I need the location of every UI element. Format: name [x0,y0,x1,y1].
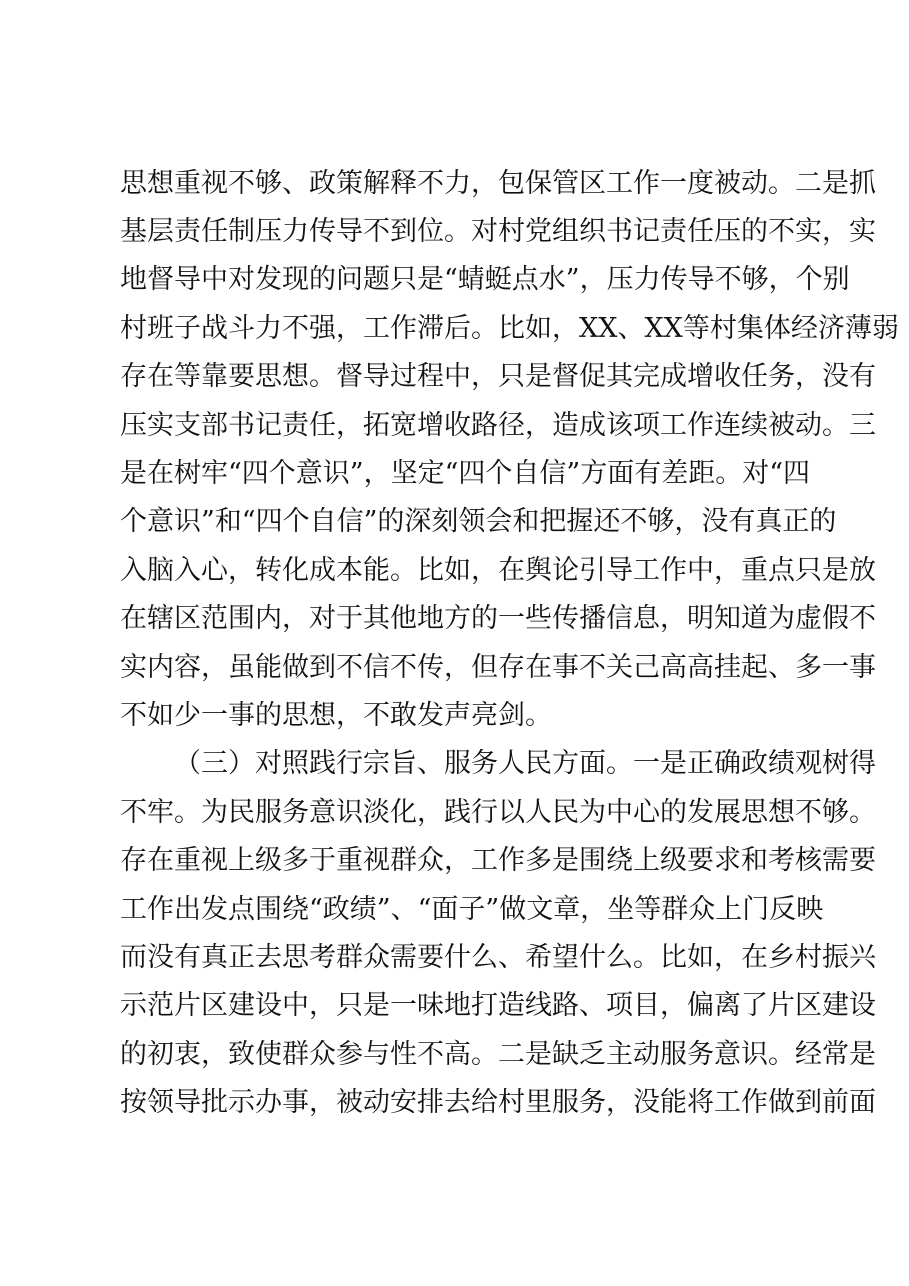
paragraph-line: 在辖区范围内，对于其他地方的一些传播信息，明知道为虚假不 [120,603,876,634]
paragraph-line: 基层责任制压力传导不到位。对村党组织书记责任压的不实，实 [120,216,876,247]
paragraph-line: 思想重视不够、政策解释不力，包保管区工作一度被动。二是抓 [120,168,876,199]
paragraph-line: 的初衷，致使群众参与性不高。二是缺乏主动服务意识。经常是 [120,1039,876,1070]
paragraph-line: 个意识”和“四个自信”的深刻领会和把握还不够，没有真正的 [120,506,837,537]
paragraph-line: 而没有真正去思考群众需要什么、希望什么。比如，在乡村振兴 [120,942,876,973]
paragraph-line: 地督导中对发现的问题只是“蜻蜓点水”，压力传导不够，个别 [120,264,850,295]
paragraph-line: 不牢。为民服务意识淡化，践行以人民为中心的发展思想不够。 [120,797,876,828]
paragraph-line: 工作出发点围绕“政绩”、“面子”做文章，坐等群众上门反映 [120,894,824,925]
paragraph-line: 存在等靠要思想。督导过程中，只是督促其完成增收任务，没有 [120,361,876,392]
paragraph-line: 按领导批示办事，被动安排去给村里服务，没能将工作做到前面 [120,1087,876,1118]
section-heading-line: （三）对照践行宗旨、服务人民方面。一是正确政绩观树得 [174,748,876,779]
paragraph-last-line: 不如少一事的思想，不敢发声亮剑。 [120,700,552,731]
paragraph-line: 存在重视上级多于重视群众，工作多是围绕上级要求和考核需要 [120,845,876,876]
paragraph-line: 压实支部书记责任，拓宽增收路径，造成该项工作连续被动。三 [120,410,876,441]
paragraph-line: 实内容，虽能做到不信不传，但存在事不关己高高挂起、多一事 [120,652,876,683]
paragraph-line: 示范片区建设中，只是一味地打造线路、项目，偏离了片区建设 [120,990,876,1021]
paragraph-line: 入脑入心，转化成本能。比如，在舆论引导工作中，重点只是放 [120,555,876,586]
paragraph-line: 是在树牢“四个意识”，坚定“四个自信”方面有差距。对“四 [120,458,811,489]
paragraph-line: 村班子战斗力不强，工作滞后。比如，XX、XX等村集体经济薄弱 [120,313,899,344]
